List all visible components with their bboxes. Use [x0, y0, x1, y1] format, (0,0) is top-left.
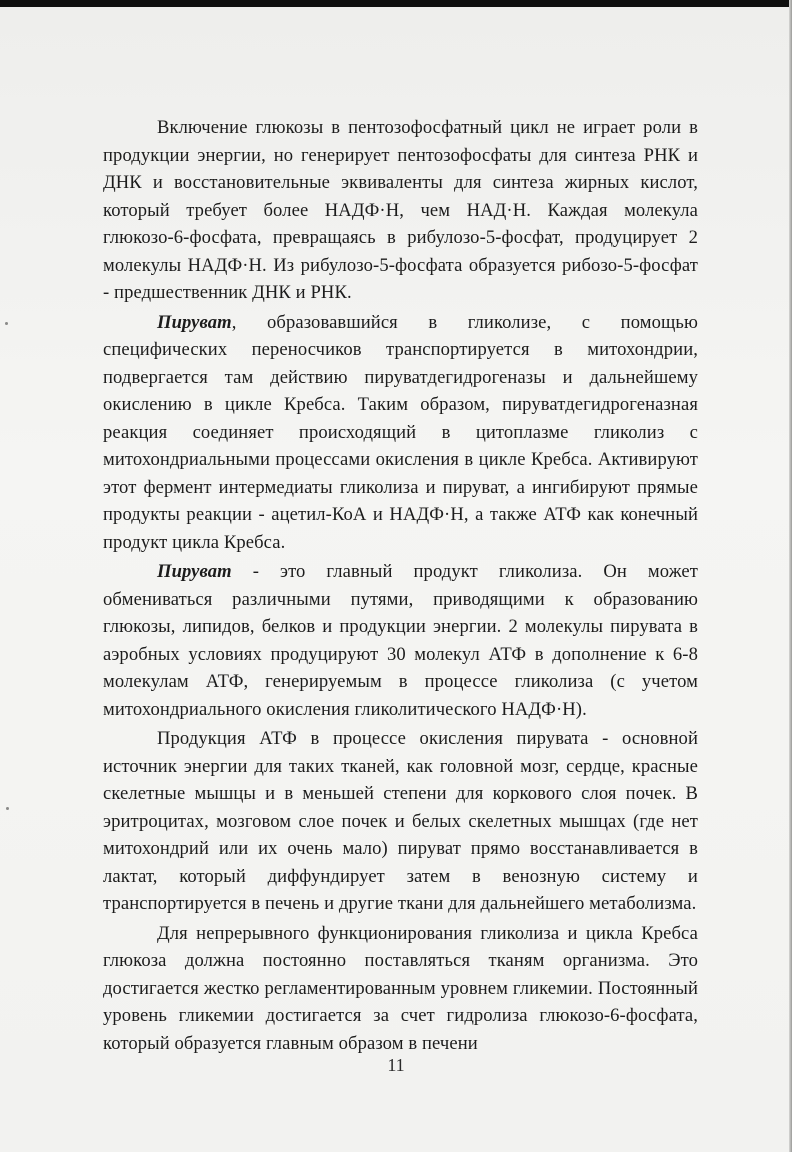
paragraph-text: Включение глюкозы в пентозофосфатный цикл не играет роли в продукции энергии, но генерирует пентозофосфаты для синтеза РНК и ДНК и восстановительные эквиваленты для синтеза жирных кислот, который требует более НАДФ·Н, чем НАД·Н. Каждая молекула глюкозо-6-фосфата, превращаясь в рибулозо-5-фосфат, продуцирует 2 молекулы НАДФ·Н. Из рибулозо-5-фосфата образуется рибозо-5-фосфат - предшественник ДНК и РНК.	[103, 117, 698, 303]
scan-top-border	[0, 0, 792, 7]
paragraph-text: Для непрерывного функционирования гликолиза и цикла Кребса глюкоза должна постоянно поставляться тканям организма. Это достигается жестко регламентированным уровнем гликемии. Постоянный уровень гликемии достигается за счет гидролиза глюкозо-6-фосфата, который образуется главным образом в печени	[103, 922, 698, 1054]
paragraph-lead-term: Пируват	[157, 311, 232, 333]
body-text	[103, 114, 698, 1059]
paragraph-3	[103, 558, 698, 723]
paragraph-1	[103, 114, 698, 307]
paragraph-text: - это главный продукт гликолиза. Он может обмениваться различными путями, приводящими к образованию глюкозы, липидов, белков и продукции энергии. 2 молекулы пирувата в аэробных условиях продуцируют 30 молекул АТФ в дополнение к 6-8 молекулам АТФ, генерируемым в процессе гликолиза (с учетом митохондриального окисления гликолитического НАДФ·Н).	[103, 561, 698, 720]
paragraph-lead-term: Пируват	[157, 561, 232, 582]
scan-speck	[5, 322, 8, 325]
paragraph-5	[103, 920, 698, 1058]
scan-speck	[6, 807, 9, 810]
paragraph-4	[103, 725, 698, 918]
paragraph-text: Продукция АТФ в процессе окисления пирувата - основной источник энергии для таких тканей, как головной мозг, сердце, красные скелетные мышцы и в меньшей степени для коркового слоя почек. В эритроцитах, мозговом слое почек и белых скелетных мышцах (где нет митохондрий или их очень мало) пируват прямо восстанавливается в лактат, который диффундирует затем в венозную систему и транспортируется в печень и другие ткани для дальнейшего метаболизма.	[103, 728, 698, 914]
paragraph-2	[103, 309, 698, 557]
page-number: 11	[387, 1055, 405, 1075]
paragraph-text: , образовавшийся в гликолизе, с помощью специфических переносчиков транспортируется в митохондрии, подвергается там действию пируватдегидрогеназы и дальнейшему окислению в цикле Кребса. Таким образом, пируватдегидрогеназная реакция соединяет происходящий в цитоплазме гликолиз с митохондриальными процессами окисления в цикле Кребса. Активируют этот фермент интермедиаты гликолиза и пируват, а ингибируют прямые продукты реакции - ацетил-КоА и НАДФ·Н, а также АТФ как конечный продукт цикла Кребса.	[103, 311, 698, 553]
